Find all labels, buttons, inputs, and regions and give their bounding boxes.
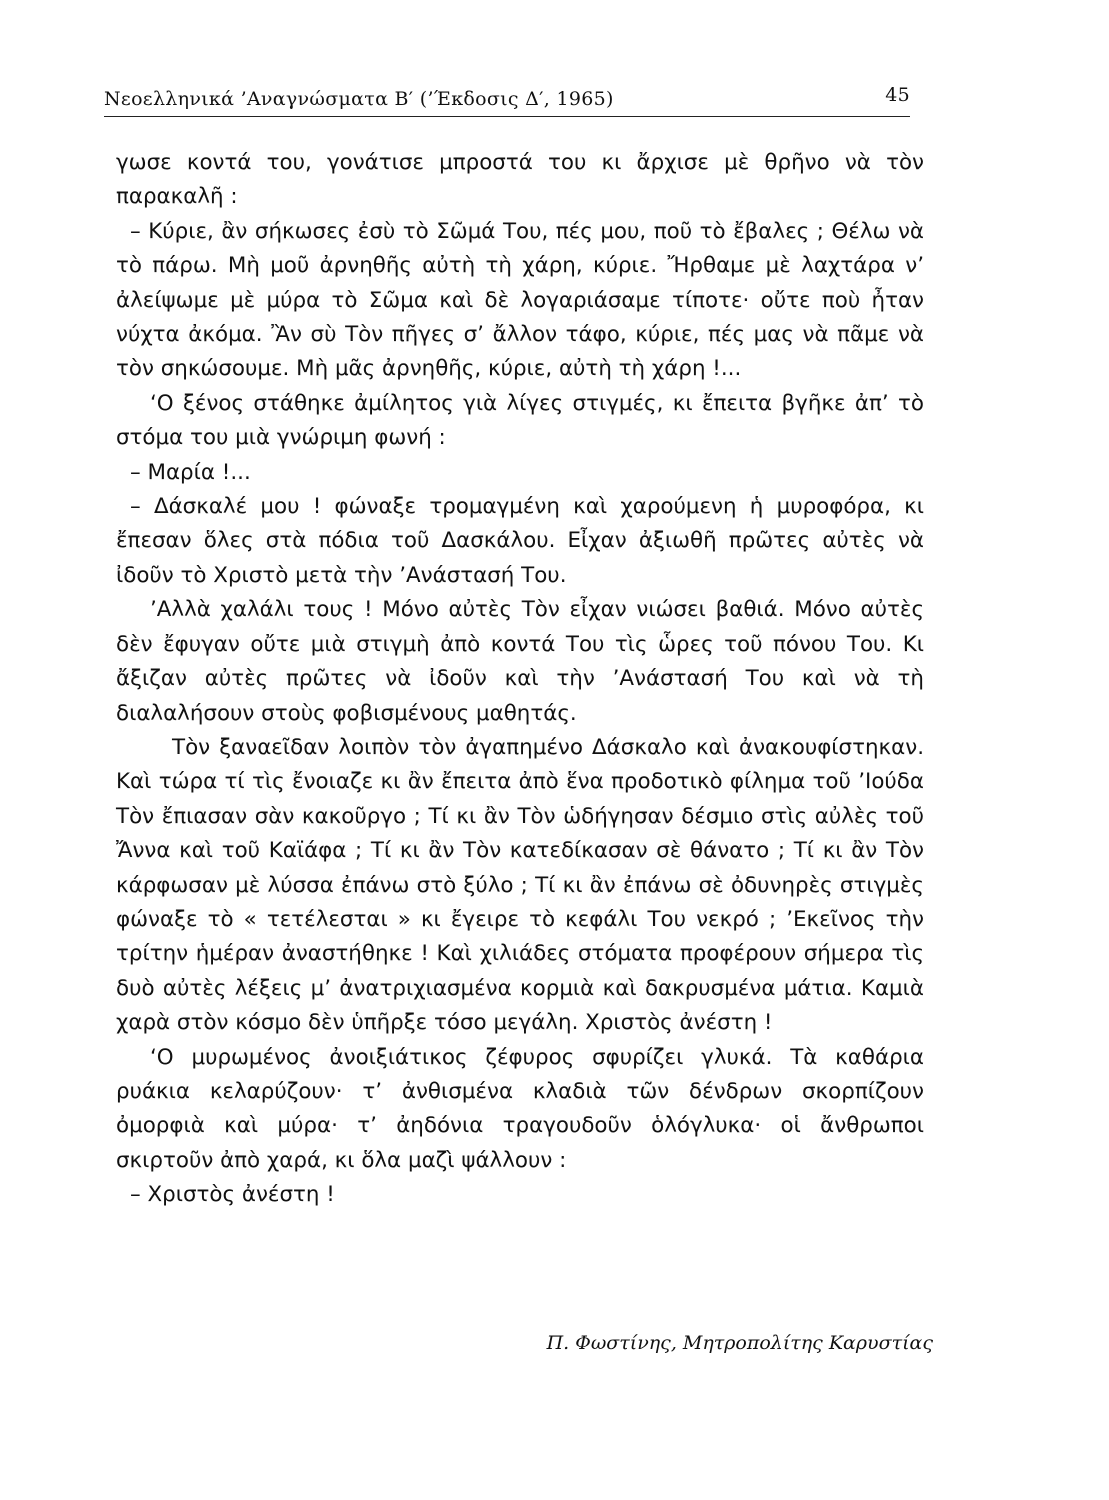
paragraph-3: ‘Ο ξένος στάθηκε ἀμίλητος γιὰ λίγες στιγμές, κι ἔπειτα βγῆκε ἀπ’ τὸ στόμα του μιὰ γνώριμη φωνή : (116, 390, 924, 451)
paragraph-1: γωσε κοντά του, γονάτισε μπροστά του κι ἄρχισε μὲ θρῆνο νὰ τὸν παρακαλῆ : (116, 150, 924, 210)
header-rule (104, 116, 910, 117)
paragraph-9: – Χριστὸς ἀνέστη ! (130, 1182, 335, 1208)
paragraph-4: – Μαρία !... (130, 459, 251, 485)
body-text (116, 146, 924, 1213)
author-signature: Π. Φωστίνης, Μητροπολίτης Καρυστίας (546, 1332, 933, 1354)
header-title: Νεοελληνικά ’Αναγνώσματα Β′ (’Έκδοσις Δ′, 1965) (104, 88, 614, 110)
paragraph-8: ‘Ο μυρωμένος ἀνοιξιάτικος ζέφυρος σφυρίζει γλυκά. Τὰ καθάρια ρυάκια κελαρύζουν· τ’ ἀνθισμένα κλαδιὰ τῶν δένδρων σκορπίζουν ὀμορφιὰ καὶ μύρα· τ’ ἀηδόνια τραγουδοῦν ὁλόγλυκα· οἱ ἄνθρωποι σκιρτοῦν ἀπὸ χαρά, κι ὅλα μαζὶ ψάλλουν : (116, 1044, 924, 1173)
paragraph-5: – Δάσκαλέ μου ! φώναξε τρομαγμένη καὶ χαρούμενη ἡ μυροφόρα, κι ἔπεσαν ὅλες στὰ πόδια τοῦ Δασκάλου. Εἶχαν ἀξιωθῆ πρῶτες αὐτὲς νὰ ἰδοῦν τὸ Χριστὸ μετὰ τὴν ’Ανάστασή Του. (116, 494, 924, 588)
paragraph-7: Τὸν ξαναεῖδαν λοιπὸν τὸν ἀγαπημένο Δάσκαλο καὶ ἀνακουφίστηκαν. Καὶ τώρα τί τὶς ἔνοιαζε κι ἂν ἔπειτα ἀπὸ ἕνα προδοτικὸ φίλημα τοῦ ’Ιούδα Τὸν ἔπιασαν σὰν κακοῦργο ; Τί κι ἂν Τὸν ὡδήγησαν δέσμιο στὶς αὐλὲς τοῦ Ἄννα καὶ τοῦ Καϊάφα ; Τί κι ἂν Τὸν κατεδίκασαν σὲ θάνατο ; Τί κι ἂν Τὸν κάρφωσαν μὲ λύσσα ἐπάνω στὸ ξύλο ; Τί κι ἂν ἐπάνω σὲ ὀδυνηρὲς στιγμὲς φώναξε τὸ « τετέλεσται » κι ἔγειρε τὸ κεφάλι Του νεκρό ; ’Εκεῖνος τὴν τρίτην ἡμέραν ἀναστήθηκε ! Καὶ χιλιάδες στόματα προφέρουν σήμερα τὶς δυὸ αὐτὲς λέξεις μ’ ἀνατριχιασμένα κορμιὰ καὶ δακρυσμένα μάτια. Καμιὰ χαρὰ στὸν κόσμο δὲν ὑπῆρξε τόσο μεγάλη. Χριστὸς ἀνέστη ! (116, 734, 924, 1036)
paragraph-2: – Κύριε, ἂν σήκωσες ἐσὺ τὸ Σῶμά Του, πές μου, ποῦ τὸ ἔβαλες ; Θέλω νὰ τὸ πάρω. Μὴ μοῦ ἀρνηθῆς αὐτὴ τὴ χάρη, κύριε. Ἤρθαμε μὲ λαχτάρα ν’ ἀλείψωμε μὲ μύρα τὸ Σῶμα καὶ δὲ λογαριάσαμε τίποτε· οὔτε ποὺ ἦταν νύχτα ἀκόμα. Ἂν σὺ Τὸν πῆγες σ’ ἄλλον τάφο, κύριε, πές μας νὰ πᾶμε νὰ τὸν σηκώσουμε. Μὴ μᾶς ἀρνηθῆς, κύριε, αὐτὴ τὴ χάρη !... (116, 218, 924, 382)
page-number: 45 (885, 84, 910, 106)
paragraph-6: ’Αλλὰ χαλάλι τους ! Μόνο αὐτὲς Τὸν εἶχαν νιώσει βαθιά. Μόνο αὐτὲς δὲν ἔφυγαν οὔτε μιὰ στιγμὴ ἀπὸ κοντά Του τὶς ὧρες τοῦ πόνου Του. Κι ἄξιζαν αὐτὲς πρῶτες νὰ ἰδοῦν καὶ τὴν ’Ανάστασή Του καὶ νὰ τὴ διαλαλήσουν στοὺς φοβισμένους μαθητάς. (116, 597, 924, 726)
running-header (104, 84, 910, 114)
